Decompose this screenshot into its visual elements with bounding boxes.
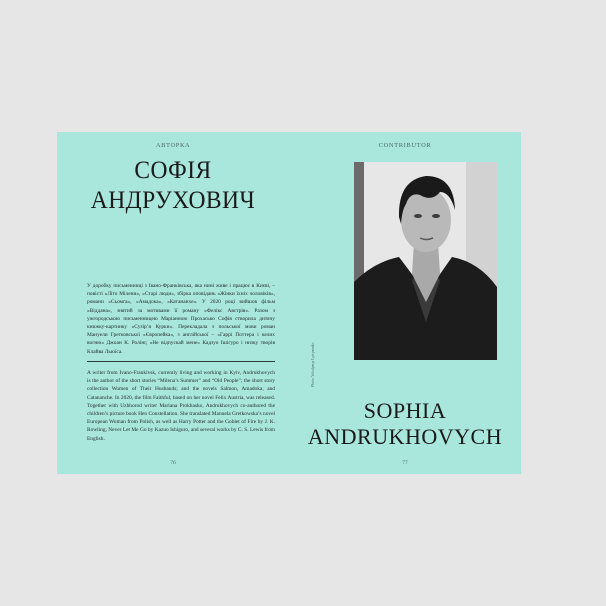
author-name-en-line1: SOPHIA — [363, 398, 447, 423]
left-page — [57, 132, 289, 474]
bio-english: A writer from Ivano-Frankivsk, currently living and working in Kyiv, Andrukhovych is the author of the short stories “Milena’s Summer” and “Old People”; the short story collection Women of Their Husbands; and the novels Salmon, Amadoka, and Catananche. In 2020, the film Faithful, based on her novel Felix Austria, was released. Together with Uzhhorod writer Mariana Prokhasko, Andrukhovych co-authored the children’s picture book Hen Constellation. She translated Manuela Gretkowska’s novel European Woman from Polish, as well as Harry Potter and the Goblet of Fire by J. K. Rowling, Never Let Me Go by Kazuo Ishiguro, and several works by C. S. Lewis from English. — [87, 370, 275, 442]
author-portrait — [354, 162, 497, 360]
section-label: АВТОРКА — [155, 142, 191, 149]
author-name-en-line2: ANDRUKHOVYCH — [307, 424, 503, 449]
page-number-left: 76 — [170, 460, 176, 466]
page-number-right: 77 — [402, 460, 408, 466]
magazine-spread — [57, 132, 521, 474]
bio-ukrainian: У доробку письменниці з Івано-Франківська, яка нині живе і працює в Києві, – повісті «Літо Мілени», «Старі люди», збірка оповідань «Жінки їхніх чоловіків», романи «Сьомга», «Амадока», «Катананхе». У 2020 році вийшов фільм «Віддана», знятий за мотивами її роману «Фелікс Австрія». Разом з ужгородською письменницею Маріанною Прохасько Софія створила дитячу книжку-картинку «Сузір’я Курки». Перекладала з польської мови роман Мануели Гретковської «Європейка», з англійської – «Гаррі Поттера і келих вогню» Джоан К. Ролінг, «Не відпускай мене» Кадзуо Ішігуро і низку творів Клайва Льюїса. — [87, 283, 275, 355]
photo-credit: Photo: Volodymyr Lytvynenko — [311, 342, 315, 387]
portrait-illustration — [354, 162, 497, 360]
right-page — [289, 132, 521, 474]
author-name-uk-line2: АНДРУХОВИЧ — [90, 187, 256, 214]
divider-rule — [87, 361, 275, 362]
author-name-uk-line1: СОФІЯ — [134, 157, 212, 184]
section-label: CONTRIBUTOR — [378, 142, 432, 149]
